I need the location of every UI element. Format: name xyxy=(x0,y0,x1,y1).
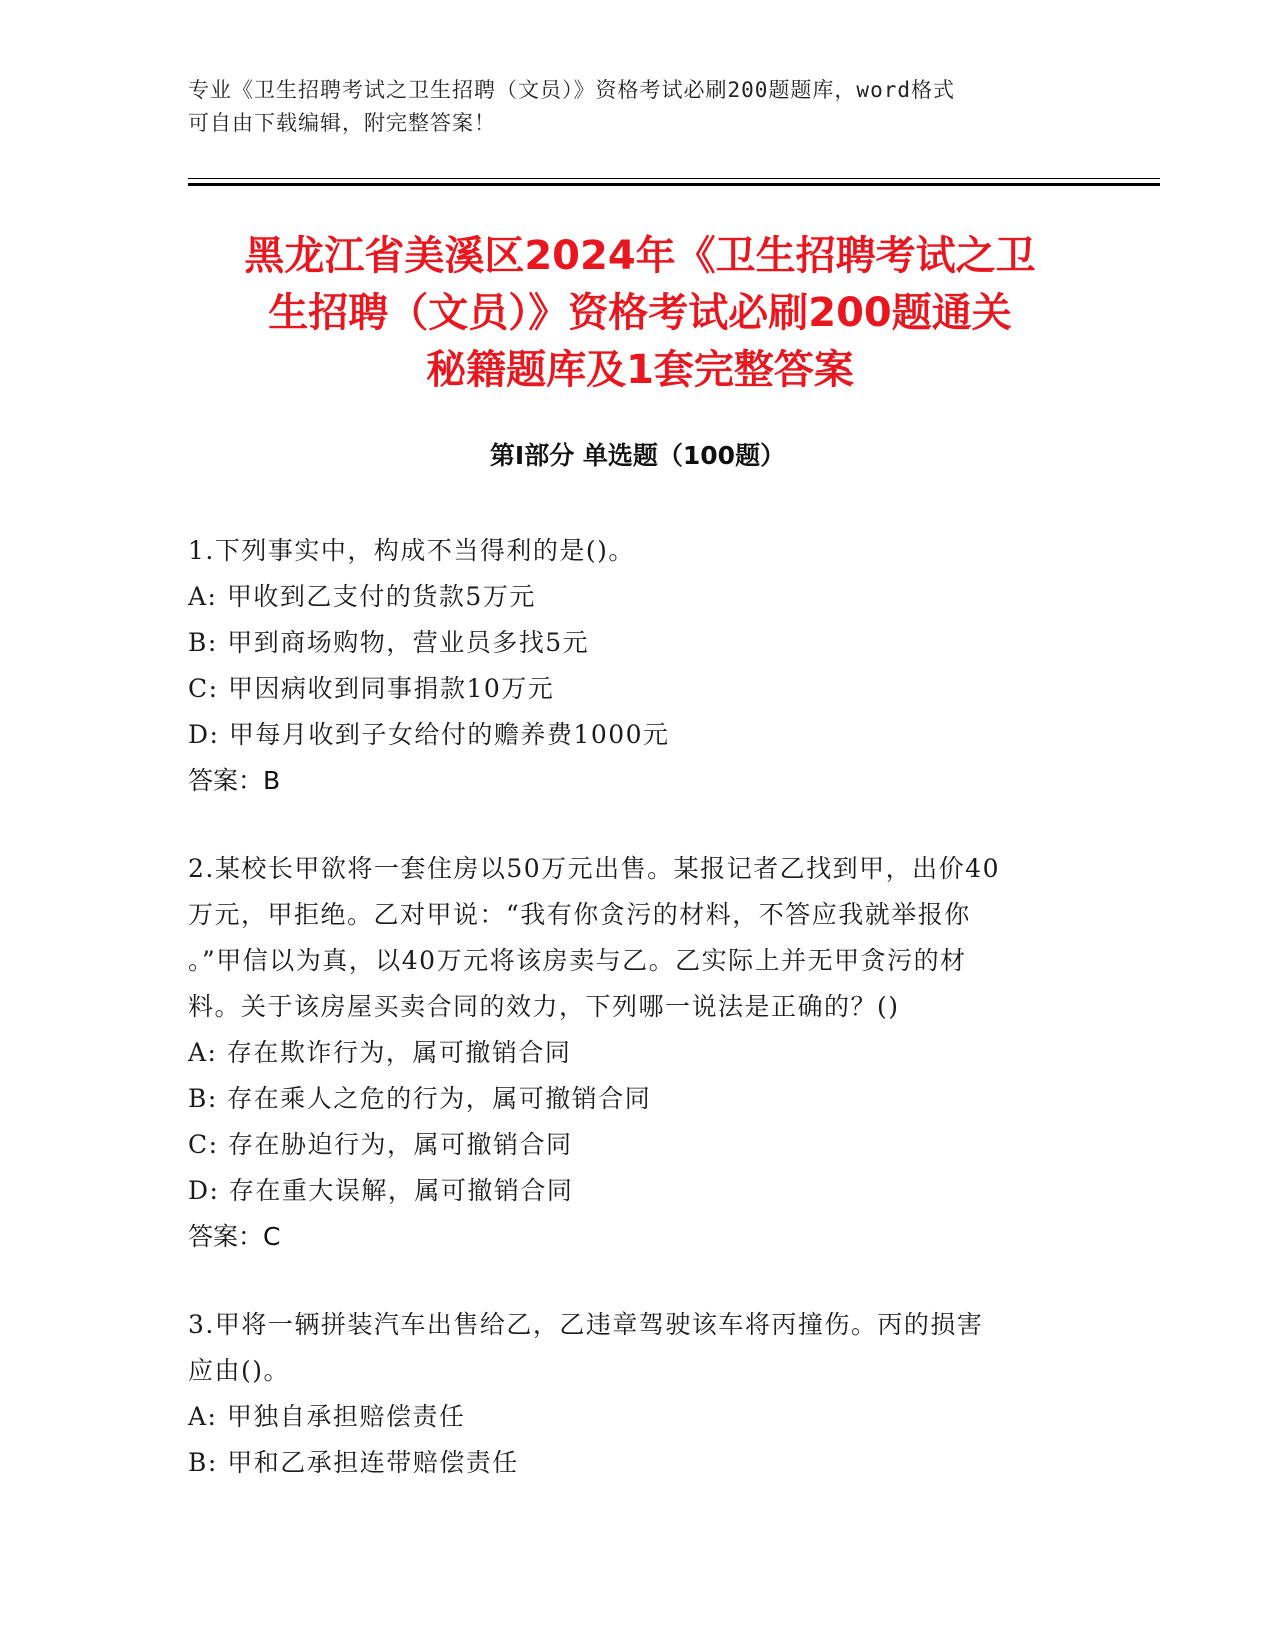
option-d: D: 甲每月收到子女给付的赡养费1000元 xyxy=(188,720,670,749)
header-divider-thin xyxy=(188,178,1160,179)
option-c: C: 甲因病收到同事捐款10万元 xyxy=(188,674,555,703)
header-note-line-2: 可自由下载编辑，附完整答案！ xyxy=(188,111,496,135)
question-stem-line-2: 万元，甲拒绝。乙对甲说：“我有你贪污的材料，不答应我就举报你 xyxy=(188,900,971,929)
option-a: A: 甲独自承担赔偿责任 xyxy=(188,1402,466,1431)
option-c: C: 存在胁迫行为，属可撤销合同 xyxy=(188,1130,573,1159)
question-stem-line-1: 3.甲将一辆拼装汽车出售给乙，乙违章驾驶该车将丙撞伤。丙的损害 xyxy=(188,1310,984,1339)
question-2 xyxy=(188,846,1088,1260)
question-1 xyxy=(188,528,1088,804)
option-b: B: 存在乘人之危的行为，属可撤销合同 xyxy=(188,1084,652,1113)
header-divider-thick xyxy=(188,183,1160,186)
question-stem-line-3: 。”甲信以为真，以40万元将该房卖与乙。乙实际上并无甲贪污的材 xyxy=(188,946,967,975)
header-note-line-1: 专业《卫生招聘考试之卫生招聘（文员）》资格考试必刷200题题库，word格式 xyxy=(188,78,955,102)
answer: 答案：C xyxy=(188,1222,281,1251)
document-title-line-3: 秘籍题库及1套完整答案 xyxy=(426,347,854,393)
option-a: A: 甲收到乙支付的货款5万元 xyxy=(188,582,536,611)
option-b: B: 甲到商场购物，营业员多找5元 xyxy=(188,628,590,657)
question-stem-line-2: 应由()。 xyxy=(188,1356,291,1385)
answer: 答案：B xyxy=(188,766,281,795)
section-title: 第Ⅰ部分 单选题（100题） xyxy=(489,441,786,470)
question-3 xyxy=(188,1302,1088,1486)
question-list xyxy=(188,528,1088,1528)
question-stem: 1.下列事实中，构成不当得利的是()。 xyxy=(188,536,635,565)
option-b: B: 甲和乙承担连带赔偿责任 xyxy=(188,1448,519,1477)
document-title-line-1: 黑龙江省美溪区2024年《卫生招聘考试之卫 xyxy=(244,233,1036,279)
option-d: D: 存在重大误解，属可撤销合同 xyxy=(188,1176,574,1205)
option-a: A: 存在欺诈行为，属可撤销合同 xyxy=(188,1038,572,1067)
question-stem-line-4: 料。关于该房屋买卖合同的效力，下列哪一说法是正确的？() xyxy=(188,992,900,1021)
question-stem-line-1: 2.某校长甲欲将一套住房以50万元出售。某报记者乙找到甲，出价40 xyxy=(188,854,1000,883)
header-note xyxy=(188,74,1068,140)
document-title-line-2: 生招聘（文员）》资格考试必刷200题通关 xyxy=(268,290,1012,336)
document-title xyxy=(140,228,1140,399)
